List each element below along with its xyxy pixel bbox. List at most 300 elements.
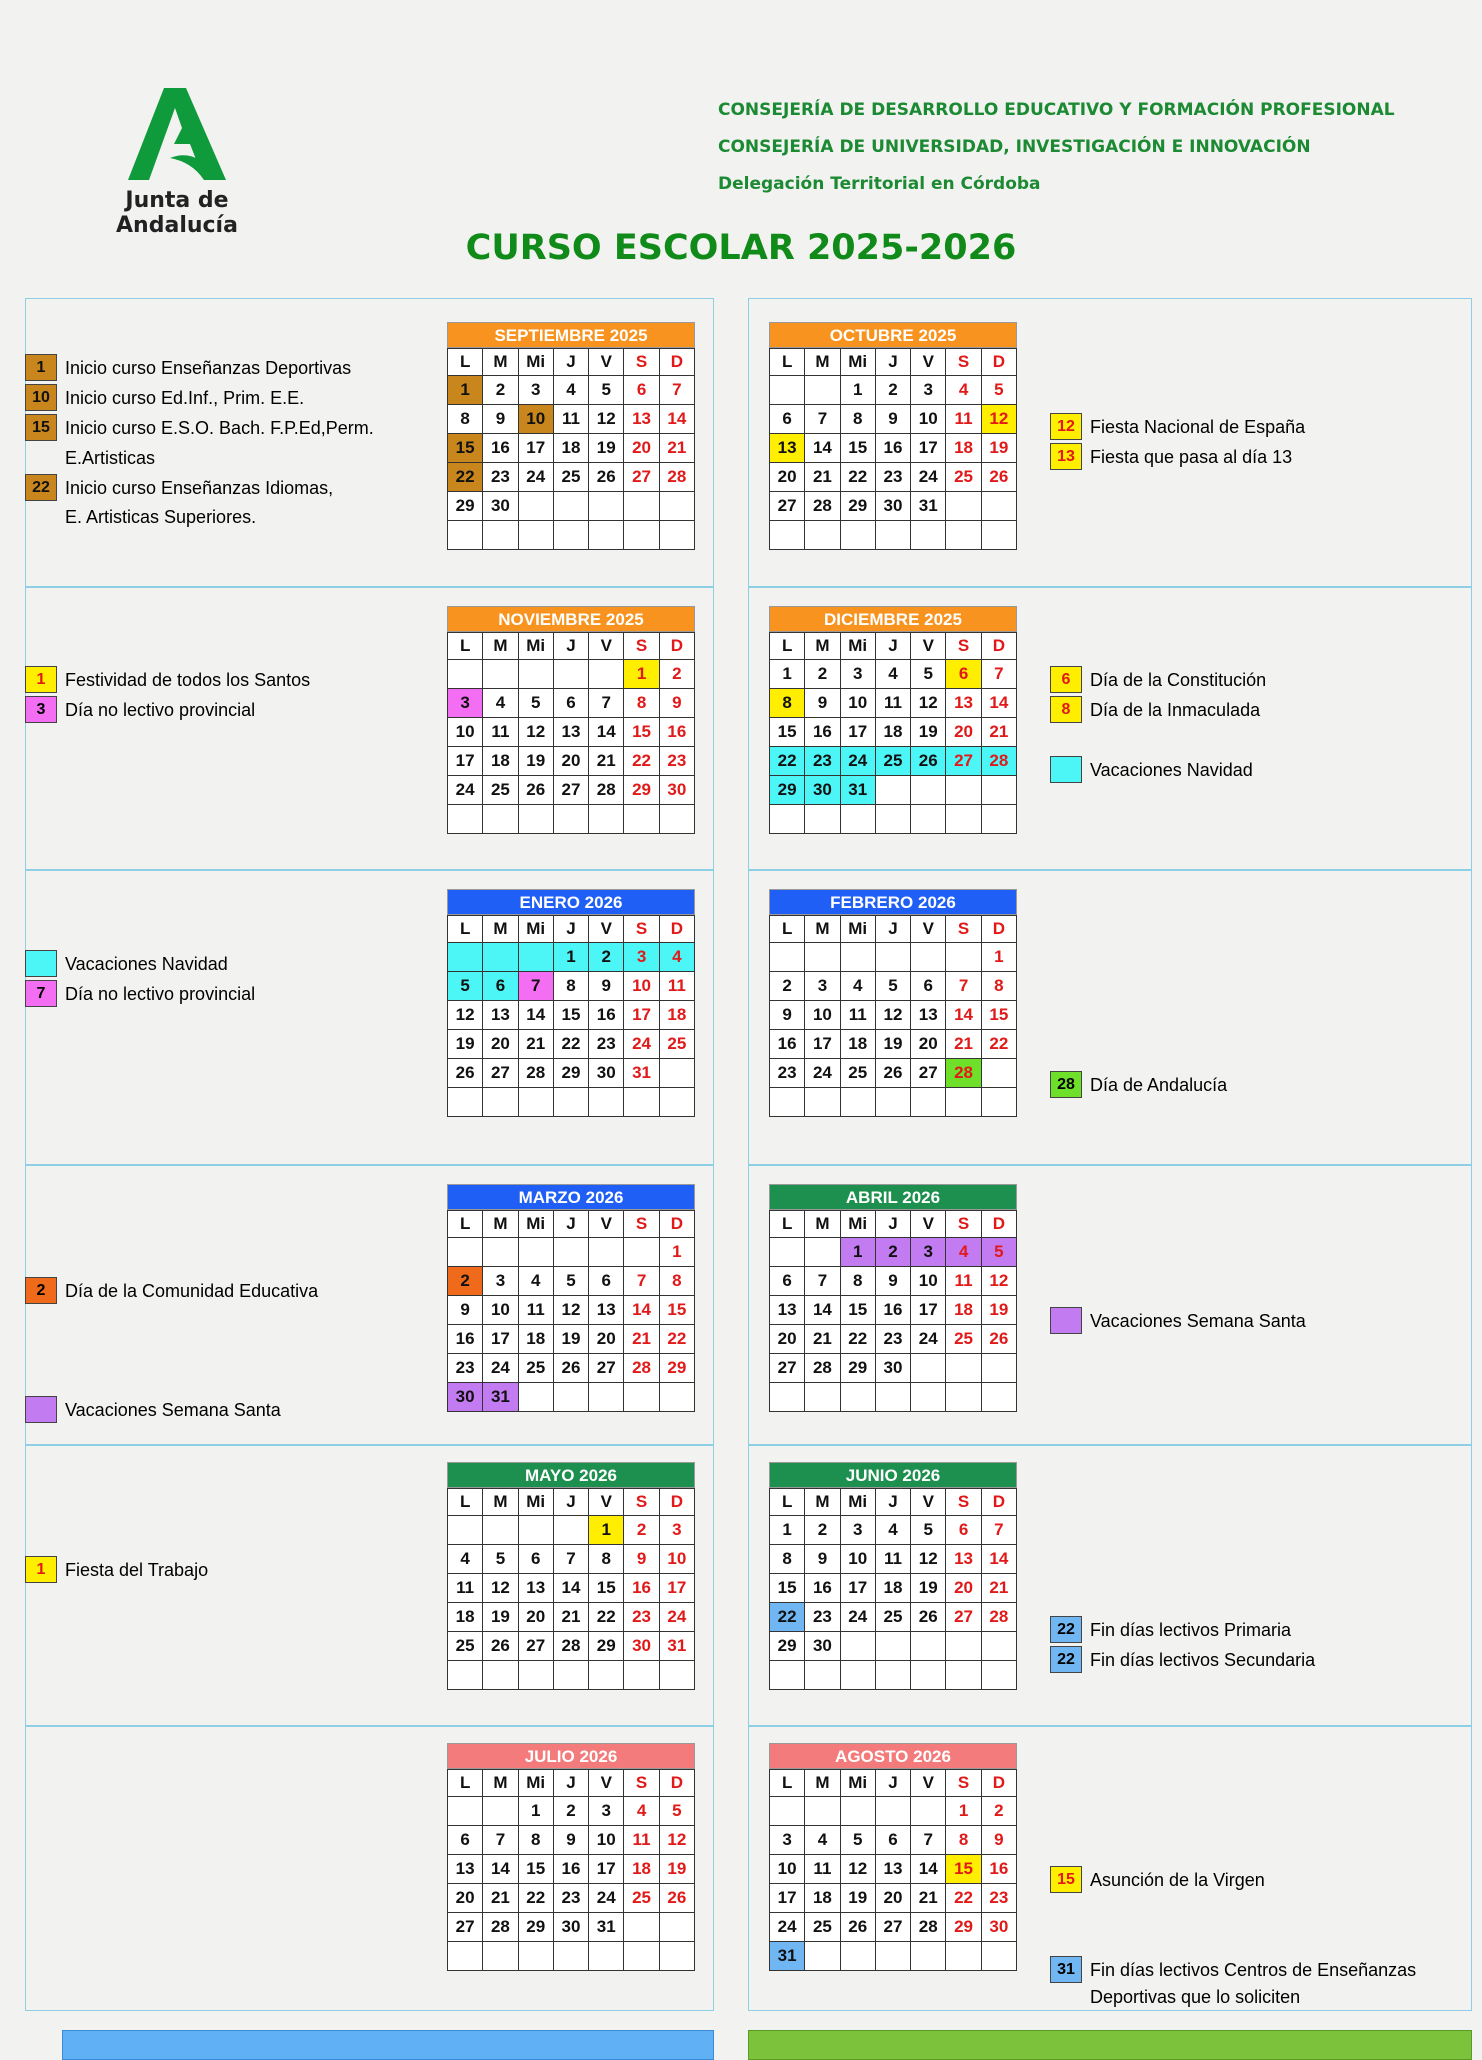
day-cell: 5 (553, 1267, 588, 1296)
legend-text: E. Artisticas Superiores. (65, 507, 257, 527)
legend-text: Día no lectivo provincial (65, 700, 256, 720)
empty-cell (840, 1088, 875, 1117)
day-cell: 14 (483, 1855, 518, 1884)
empty-cell (770, 1088, 805, 1117)
day-cell: 1 (624, 660, 659, 689)
legend-text: Inicio curso Enseñanzas Idiomas, (65, 478, 334, 498)
day-cell: 24 (911, 463, 946, 492)
day-cell: 26 (589, 463, 624, 492)
weekday-header: J (553, 349, 588, 376)
legend-swatch: 1 (25, 666, 57, 693)
day-cell: 17 (518, 434, 553, 463)
empty-cell (589, 805, 624, 834)
day-cell: 24 (448, 776, 483, 805)
legend-item (25, 354, 351, 382)
day-cell: 21 (624, 1325, 659, 1354)
weekday-header: D (981, 1489, 1016, 1516)
day-cell: 17 (770, 1884, 805, 1913)
legend-item (25, 384, 304, 412)
empty-cell (875, 1632, 910, 1661)
day-cell: 6 (553, 689, 588, 718)
day-cell: 25 (805, 1913, 840, 1942)
empty-cell (659, 1661, 694, 1690)
empty-cell (448, 1088, 483, 1117)
weekday-header: S (624, 1489, 659, 1516)
day-cell: 20 (483, 1030, 518, 1059)
day-cell: 15 (770, 1574, 805, 1603)
month-calendar (447, 1743, 695, 1971)
day-cell: 11 (553, 405, 588, 434)
day-cell: 31 (589, 1913, 624, 1942)
day-cell: 10 (840, 1545, 875, 1574)
weekday-header: V (589, 1489, 624, 1516)
day-cell: 9 (553, 1826, 588, 1855)
day-cell: 21 (659, 434, 694, 463)
empty-cell (840, 1797, 875, 1826)
day-cell: 3 (840, 660, 875, 689)
legend-text: Día de Andalucía (1090, 1075, 1228, 1095)
day-cell: 16 (659, 718, 694, 747)
empty-cell (840, 521, 875, 550)
day-cell: 12 (553, 1296, 588, 1325)
day-cell: 23 (805, 747, 840, 776)
day-cell: 29 (840, 1354, 875, 1383)
day-cell: 31 (624, 1059, 659, 1088)
day-cell: 27 (770, 1354, 805, 1383)
day-cell: 26 (518, 776, 553, 805)
day-cell: 2 (448, 1267, 483, 1296)
empty-cell (946, 776, 981, 805)
legend-text: Día de la Comunidad Educativa (65, 1281, 319, 1301)
day-cell: 12 (840, 1855, 875, 1884)
empty-cell (448, 1661, 483, 1690)
day-cell: 30 (981, 1913, 1016, 1942)
day-cell: 27 (875, 1913, 910, 1942)
empty-cell (518, 1383, 553, 1412)
day-cell: 27 (518, 1632, 553, 1661)
legend-swatch: 10 (25, 384, 57, 411)
day-cell: 3 (805, 972, 840, 1001)
weekday-header: M (805, 1489, 840, 1516)
empty-cell (875, 1088, 910, 1117)
weekday-header: S (946, 633, 981, 660)
empty-cell (911, 776, 946, 805)
empty-cell (875, 1797, 910, 1826)
day-cell: 8 (981, 972, 1016, 1001)
day-cell: 30 (589, 1059, 624, 1088)
weekday-header: Mi (840, 1211, 875, 1238)
empty-cell (840, 943, 875, 972)
day-cell: 5 (840, 1826, 875, 1855)
empty-cell (483, 1088, 518, 1117)
day-cell: 30 (624, 1632, 659, 1661)
weekday-header: Mi (518, 1770, 553, 1797)
day-cell: 14 (805, 1296, 840, 1325)
legend-text: Fiesta del Trabajo (65, 1560, 209, 1580)
weekday-header: M (483, 1211, 518, 1238)
day-cell: 25 (659, 1030, 694, 1059)
day-cell: 10 (659, 1545, 694, 1574)
empty-cell (981, 776, 1016, 805)
day-cell: 20 (911, 1030, 946, 1059)
month-calendar (447, 889, 695, 1117)
day-cell: 17 (911, 1296, 946, 1325)
empty-cell (553, 1516, 588, 1545)
day-cell: 15 (624, 718, 659, 747)
month-calendar (769, 1462, 1017, 1690)
empty-cell (553, 1238, 588, 1267)
empty-cell (875, 1383, 910, 1412)
day-cell: 16 (589, 1001, 624, 1030)
row-divider (25, 1725, 714, 1727)
day-cell: 12 (875, 1001, 910, 1030)
day-cell: 13 (911, 1001, 946, 1030)
day-cell: 20 (553, 747, 588, 776)
day-cell: 5 (659, 1797, 694, 1826)
day-cell: 12 (911, 1545, 946, 1574)
day-cell: 16 (805, 718, 840, 747)
legend-item (1050, 413, 1305, 441)
day-cell: 18 (875, 1574, 910, 1603)
month-title: AGOSTO 2026 (769, 1743, 1017, 1769)
weekday-header: L (448, 349, 483, 376)
day-cell: 21 (553, 1603, 588, 1632)
day-cell: 5 (483, 1545, 518, 1574)
day-cell: 8 (946, 1826, 981, 1855)
day-cell: 29 (589, 1632, 624, 1661)
day-cell: 28 (981, 747, 1016, 776)
day-cell: 1 (840, 376, 875, 405)
month-calendar (447, 322, 695, 550)
day-cell: 23 (448, 1354, 483, 1383)
empty-cell (981, 1088, 1016, 1117)
day-cell: 27 (770, 492, 805, 521)
row-divider (748, 586, 1472, 588)
weekday-header: Mi (518, 916, 553, 943)
day-cell: 4 (875, 660, 910, 689)
day-cell: 4 (483, 689, 518, 718)
day-cell: 17 (624, 1001, 659, 1030)
day-cell: 29 (659, 1354, 694, 1383)
empty-cell (840, 1661, 875, 1690)
empty-cell (624, 1238, 659, 1267)
day-cell: 2 (624, 1516, 659, 1545)
day-cell: 28 (589, 776, 624, 805)
empty-cell (659, 1383, 694, 1412)
day-cell: 4 (553, 376, 588, 405)
empty-cell (981, 1059, 1016, 1088)
day-cell: 2 (805, 1516, 840, 1545)
day-cell: 25 (553, 463, 588, 492)
month-title: OCTUBRE 2025 (769, 322, 1017, 348)
day-cell: 28 (805, 492, 840, 521)
day-cell: 23 (483, 463, 518, 492)
day-cell: 3 (659, 1516, 694, 1545)
day-cell: 11 (875, 1545, 910, 1574)
day-cell: 11 (875, 689, 910, 718)
day-cell: 16 (770, 1030, 805, 1059)
day-cell: 2 (805, 660, 840, 689)
day-cell: 26 (659, 1884, 694, 1913)
day-cell: 18 (946, 1296, 981, 1325)
day-cell: 27 (624, 463, 659, 492)
day-cell: 3 (624, 943, 659, 972)
month-title: DICIEMBRE 2025 (769, 606, 1017, 632)
empty-cell (483, 943, 518, 972)
empty-cell (483, 1516, 518, 1545)
weekday-header: L (770, 349, 805, 376)
legend-swatch (25, 950, 57, 977)
empty-cell (589, 1661, 624, 1690)
empty-cell (946, 492, 981, 521)
month-title: NOVIEMBRE 2025 (447, 606, 695, 632)
empty-cell (624, 521, 659, 550)
weekday-header: L (770, 633, 805, 660)
day-cell: 14 (518, 1001, 553, 1030)
empty-cell (946, 805, 981, 834)
day-cell: 7 (946, 972, 981, 1001)
day-cell: 24 (483, 1354, 518, 1383)
day-cell: 6 (483, 972, 518, 1001)
day-cell: 12 (981, 405, 1016, 434)
empty-cell (518, 521, 553, 550)
empty-cell (770, 376, 805, 405)
day-cell: 5 (518, 689, 553, 718)
day-cell: 20 (448, 1884, 483, 1913)
empty-cell (946, 1088, 981, 1117)
day-cell: 1 (770, 1516, 805, 1545)
empty-cell (483, 1942, 518, 1971)
weekday-header: Mi (518, 349, 553, 376)
legend-item (25, 414, 374, 442)
day-cell: 21 (981, 1574, 1016, 1603)
day-cell: 7 (805, 405, 840, 434)
logo-text: Junta de Andalucía (116, 188, 238, 238)
day-cell: 8 (589, 1545, 624, 1574)
empty-cell (589, 521, 624, 550)
day-cell: 1 (553, 943, 588, 972)
day-cell: 18 (518, 1325, 553, 1354)
day-cell: 1 (659, 1238, 694, 1267)
andalucia-a-icon (124, 88, 234, 184)
legend-swatch: 6 (1050, 666, 1082, 693)
day-cell: 4 (448, 1545, 483, 1574)
weekday-header: L (448, 1489, 483, 1516)
day-cell: 18 (448, 1603, 483, 1632)
legend-swatch: 22 (1050, 1646, 1082, 1673)
weekday-header: S (624, 349, 659, 376)
day-cell: 15 (981, 1001, 1016, 1030)
empty-cell (981, 1942, 1016, 1971)
day-cell: 7 (659, 376, 694, 405)
empty-cell (624, 492, 659, 521)
legend-text: Deportivas que lo soliciten (1090, 1987, 1301, 2007)
day-cell: 26 (911, 747, 946, 776)
day-cell: 3 (911, 376, 946, 405)
day-cell: 15 (448, 434, 483, 463)
legend-swatch: 28 (1050, 1071, 1082, 1098)
legend-item (25, 1556, 208, 1584)
day-cell: 22 (448, 463, 483, 492)
day-cell: 24 (770, 1913, 805, 1942)
empty-cell (518, 1238, 553, 1267)
day-cell: 11 (659, 972, 694, 1001)
day-cell: 30 (875, 492, 910, 521)
weekday-header: J (875, 349, 910, 376)
day-cell: 28 (483, 1913, 518, 1942)
weekday-header: V (911, 633, 946, 660)
empty-cell (553, 660, 588, 689)
empty-cell (911, 1088, 946, 1117)
day-cell: 10 (840, 689, 875, 718)
day-cell: 12 (589, 405, 624, 434)
weekday-header: L (448, 633, 483, 660)
day-cell: 3 (840, 1516, 875, 1545)
day-cell: 27 (946, 1603, 981, 1632)
empty-cell (770, 943, 805, 972)
day-cell: 23 (875, 1325, 910, 1354)
empty-cell (518, 943, 553, 972)
day-cell: 29 (553, 1059, 588, 1088)
row-divider (25, 869, 714, 871)
day-cell: 13 (518, 1574, 553, 1603)
day-cell: 3 (483, 1267, 518, 1296)
day-cell: 30 (805, 1632, 840, 1661)
day-cell: 31 (659, 1632, 694, 1661)
day-cell: 7 (981, 660, 1016, 689)
day-cell: 7 (981, 1516, 1016, 1545)
day-cell: 30 (659, 776, 694, 805)
bottom-bar-left (62, 2030, 714, 2060)
weekday-header: J (553, 916, 588, 943)
legend-item (25, 1277, 318, 1305)
legend-item (25, 666, 310, 694)
empty-cell (875, 1661, 910, 1690)
day-cell: 3 (518, 376, 553, 405)
day-cell: 22 (981, 1030, 1016, 1059)
day-cell: 17 (448, 747, 483, 776)
day-cell: 11 (518, 1296, 553, 1325)
weekday-header: M (805, 916, 840, 943)
month-title: SEPTIEMBRE 2025 (447, 322, 695, 348)
month-title: MARZO 2026 (447, 1184, 695, 1210)
legend-item (1050, 1307, 1306, 1335)
day-cell: 28 (805, 1354, 840, 1383)
legend-item (25, 503, 256, 531)
legend-text: Vacaciones Navidad (65, 954, 228, 974)
day-cell: 12 (518, 718, 553, 747)
day-cell: 24 (911, 1325, 946, 1354)
weekday-header: S (946, 1211, 981, 1238)
empty-cell (911, 1632, 946, 1661)
day-cell: 13 (770, 1296, 805, 1325)
empty-cell (448, 1797, 483, 1826)
empty-cell (981, 1354, 1016, 1383)
day-cell: 13 (624, 405, 659, 434)
day-cell: 26 (553, 1354, 588, 1383)
day-cell: 5 (448, 972, 483, 1001)
weekday-header: V (911, 916, 946, 943)
legend-item (1050, 1956, 1416, 1984)
day-cell: 20 (946, 718, 981, 747)
row-divider (748, 869, 1472, 871)
empty-cell (770, 1383, 805, 1412)
day-cell: 14 (805, 434, 840, 463)
day-cell: 17 (911, 434, 946, 463)
day-cell: 3 (589, 1797, 624, 1826)
day-cell: 9 (659, 689, 694, 718)
empty-cell (805, 1088, 840, 1117)
day-cell: 2 (770, 972, 805, 1001)
day-cell: 9 (448, 1296, 483, 1325)
legend-text: Día no lectivo provincial (65, 984, 256, 1004)
empty-cell (659, 1059, 694, 1088)
day-cell: 23 (553, 1884, 588, 1913)
weekday-header: Mi (840, 1489, 875, 1516)
day-cell: 22 (770, 747, 805, 776)
day-cell: 28 (946, 1059, 981, 1088)
legend-item (1050, 1616, 1291, 1644)
empty-cell (624, 1942, 659, 1971)
legend-item (1050, 1646, 1315, 1674)
empty-cell (448, 943, 483, 972)
weekday-header: S (946, 916, 981, 943)
day-cell: 18 (805, 1884, 840, 1913)
day-cell: 2 (659, 660, 694, 689)
day-cell: 13 (946, 1545, 981, 1574)
empty-cell (981, 1632, 1016, 1661)
day-cell: 24 (659, 1603, 694, 1632)
legend-swatch: 13 (1050, 443, 1082, 470)
day-cell: 15 (840, 434, 875, 463)
day-cell: 29 (840, 492, 875, 521)
weekday-header: J (875, 633, 910, 660)
weekday-header: M (805, 1211, 840, 1238)
day-cell: 26 (981, 463, 1016, 492)
month-title: JULIO 2026 (447, 1743, 695, 1769)
empty-cell (805, 1238, 840, 1267)
day-cell: 1 (770, 660, 805, 689)
empty-cell (448, 1238, 483, 1267)
legend-item (25, 444, 155, 472)
day-cell: 26 (483, 1632, 518, 1661)
day-cell: 2 (875, 1238, 910, 1267)
empty-cell (483, 1238, 518, 1267)
day-cell: 9 (589, 972, 624, 1001)
row-divider (25, 586, 714, 588)
legend-text: Día de la Constitución (1090, 670, 1267, 690)
empty-cell (875, 1942, 910, 1971)
day-cell: 21 (981, 718, 1016, 747)
weekday-header: S (946, 349, 981, 376)
legend-text: Fin días lectivos Primaria (1090, 1620, 1292, 1640)
day-cell: 2 (483, 376, 518, 405)
day-cell: 6 (770, 405, 805, 434)
day-cell: 19 (518, 747, 553, 776)
day-cell: 13 (770, 434, 805, 463)
weekday-header: M (483, 916, 518, 943)
day-cell: 22 (659, 1325, 694, 1354)
day-cell: 13 (946, 689, 981, 718)
weekday-header: Mi (518, 1489, 553, 1516)
empty-cell (483, 660, 518, 689)
day-cell: 23 (875, 463, 910, 492)
weekday-header: D (981, 916, 1016, 943)
day-cell: 25 (875, 1603, 910, 1632)
day-cell: 22 (770, 1603, 805, 1632)
empty-cell (946, 1383, 981, 1412)
day-cell: 13 (448, 1855, 483, 1884)
